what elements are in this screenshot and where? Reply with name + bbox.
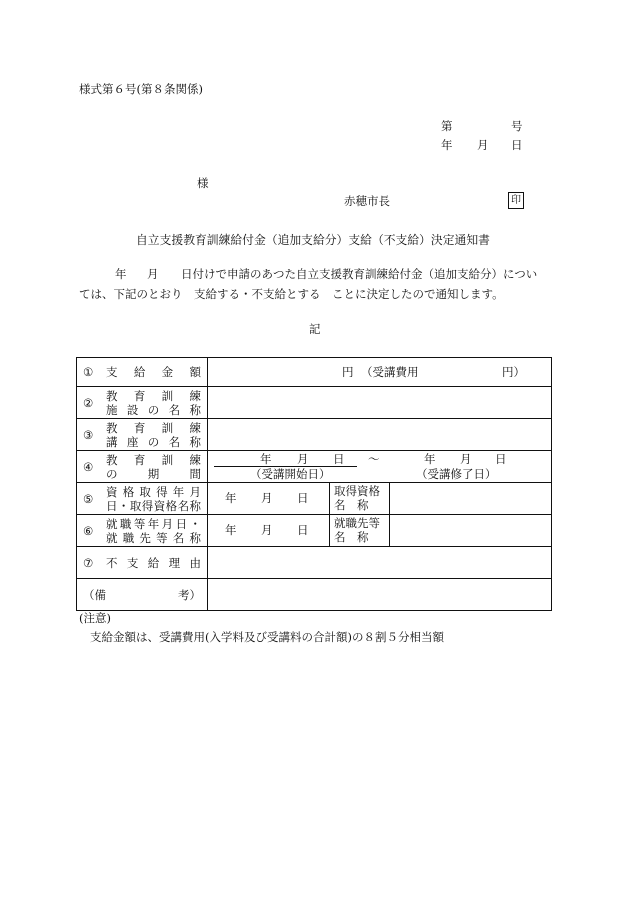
start-note: （受講開始日） (250, 467, 331, 481)
row-label-line2: 就職先等名称 (106, 530, 201, 545)
sub-label-cell (330, 483, 390, 515)
sub-label-cell (330, 515, 390, 547)
period-tilde: 〜 (368, 452, 380, 466)
row-label-line2: 日・取得資格名称 (106, 498, 201, 513)
date-year: 年 (441, 138, 453, 152)
sub-label-line1: 取得資格 (334, 484, 380, 498)
yen-close: 円） (502, 365, 525, 379)
sub-label-line2: 名 称 (334, 498, 369, 512)
row-label-line2: 施設の名称 (106, 402, 201, 417)
row-employment (77, 515, 552, 547)
value-cell[interactable] (390, 515, 552, 547)
label-cell (77, 483, 208, 515)
body-line1: 日付けで申請のあつた自立支援教育訓練給付金（追加支給分）につい (181, 267, 538, 281)
row-number: ② (83, 395, 94, 410)
row-label-line1: 教育訓練 (106, 452, 201, 467)
row-label-line1: 就職等年月日・ (106, 516, 201, 531)
ki-marker: 記 (309, 322, 321, 336)
date-cell[interactable] (208, 483, 330, 515)
row-label-line1: 資格取得年月 (106, 484, 201, 499)
row-non-payment-reason (77, 547, 552, 579)
value-cell[interactable] (208, 547, 552, 579)
row-qualification (77, 483, 552, 515)
value-cell[interactable] (208, 387, 552, 419)
label-cell (77, 451, 208, 483)
number-label-first: 第 (441, 119, 453, 133)
remarks-open: （備 (83, 588, 106, 602)
row-number: ① (83, 365, 94, 379)
label-cell (77, 515, 208, 547)
row-label (106, 389, 201, 417)
body-year: 年 (115, 267, 127, 281)
label-cell (77, 547, 208, 579)
row-label-line2: の期間 (106, 466, 201, 481)
date-day: 日 (511, 138, 523, 152)
emp-year: 年 (225, 523, 237, 537)
start-day: 日 (333, 452, 345, 466)
row-training-period (77, 451, 552, 483)
row-label: 不支給理由 (106, 555, 201, 570)
remarks-close: 考） (178, 588, 201, 602)
value-cell[interactable] (208, 579, 552, 611)
label-cell (77, 358, 208, 387)
row-remarks (77, 579, 552, 611)
row-label-line1: 教育訓練 (106, 388, 201, 403)
row-number: ③ (83, 427, 94, 442)
value-cell[interactable] (208, 358, 552, 387)
label-cell (77, 579, 208, 611)
row-label-line1: 教育訓練 (106, 420, 201, 435)
emp-month: 月 (261, 523, 273, 537)
body-month: 月 (147, 267, 159, 281)
row-payment-amount (77, 358, 552, 387)
number-label-last: 号 (511, 119, 523, 133)
issuer-name: 赤穂市長 (344, 194, 390, 208)
sub-label-line2: 名 称 (334, 530, 369, 544)
row-number: ⑤ (83, 491, 94, 506)
value-cell[interactable] (208, 419, 552, 451)
qual-day: 日 (297, 491, 309, 505)
end-note: （受講修了日） (416, 467, 497, 481)
sub-label-line1: 就職先等 (334, 516, 380, 530)
end-month: 月 (460, 452, 472, 466)
course-fee-open: （受講費用 (361, 365, 419, 379)
start-month: 月 (297, 452, 309, 466)
row-label (106, 517, 201, 545)
document-title: 自立支援教育訓練給付金（追加支給分）支給（不支給）決定通知書 (136, 233, 490, 247)
decision-table (76, 357, 552, 611)
value-cell[interactable] (390, 483, 552, 515)
row-number: ⑦ (83, 555, 94, 570)
row-label: 支給金額 (106, 365, 201, 379)
addressee-suffix: 様 (197, 176, 209, 190)
end-day: 日 (495, 452, 507, 466)
label-cell (77, 387, 208, 419)
body-line2: ては、下記のとおり 支給する・不支給とする ことに決定したので通知します。 (79, 287, 504, 301)
emp-day: 日 (297, 523, 309, 537)
value-cell[interactable] (208, 451, 552, 483)
row-number: ④ (83, 459, 94, 474)
row-label (106, 421, 201, 449)
row-number: ⑥ (83, 523, 94, 538)
start-year: 年 (260, 452, 272, 466)
form-number: 様式第６号(第８条関係) (79, 82, 203, 96)
qual-month: 月 (261, 491, 273, 505)
row-label (106, 485, 201, 513)
row-label-line2: 講座の名称 (106, 434, 201, 449)
row-facility-name (77, 387, 552, 419)
notes-text: 支給金額は、受講費用(入学料及び受講料の合計額)の８割５分相当額 (90, 630, 444, 644)
qual-year: 年 (225, 491, 237, 505)
seal-stamp: 印 (508, 192, 524, 209)
date-cell[interactable] (208, 515, 330, 547)
notes-heading: (注意) (79, 611, 111, 625)
date-month: 月 (477, 138, 489, 152)
row-course-name (77, 419, 552, 451)
yen-unit: 円 (342, 365, 354, 379)
end-year: 年 (424, 452, 436, 466)
row-label (106, 453, 201, 481)
label-cell (77, 419, 208, 451)
